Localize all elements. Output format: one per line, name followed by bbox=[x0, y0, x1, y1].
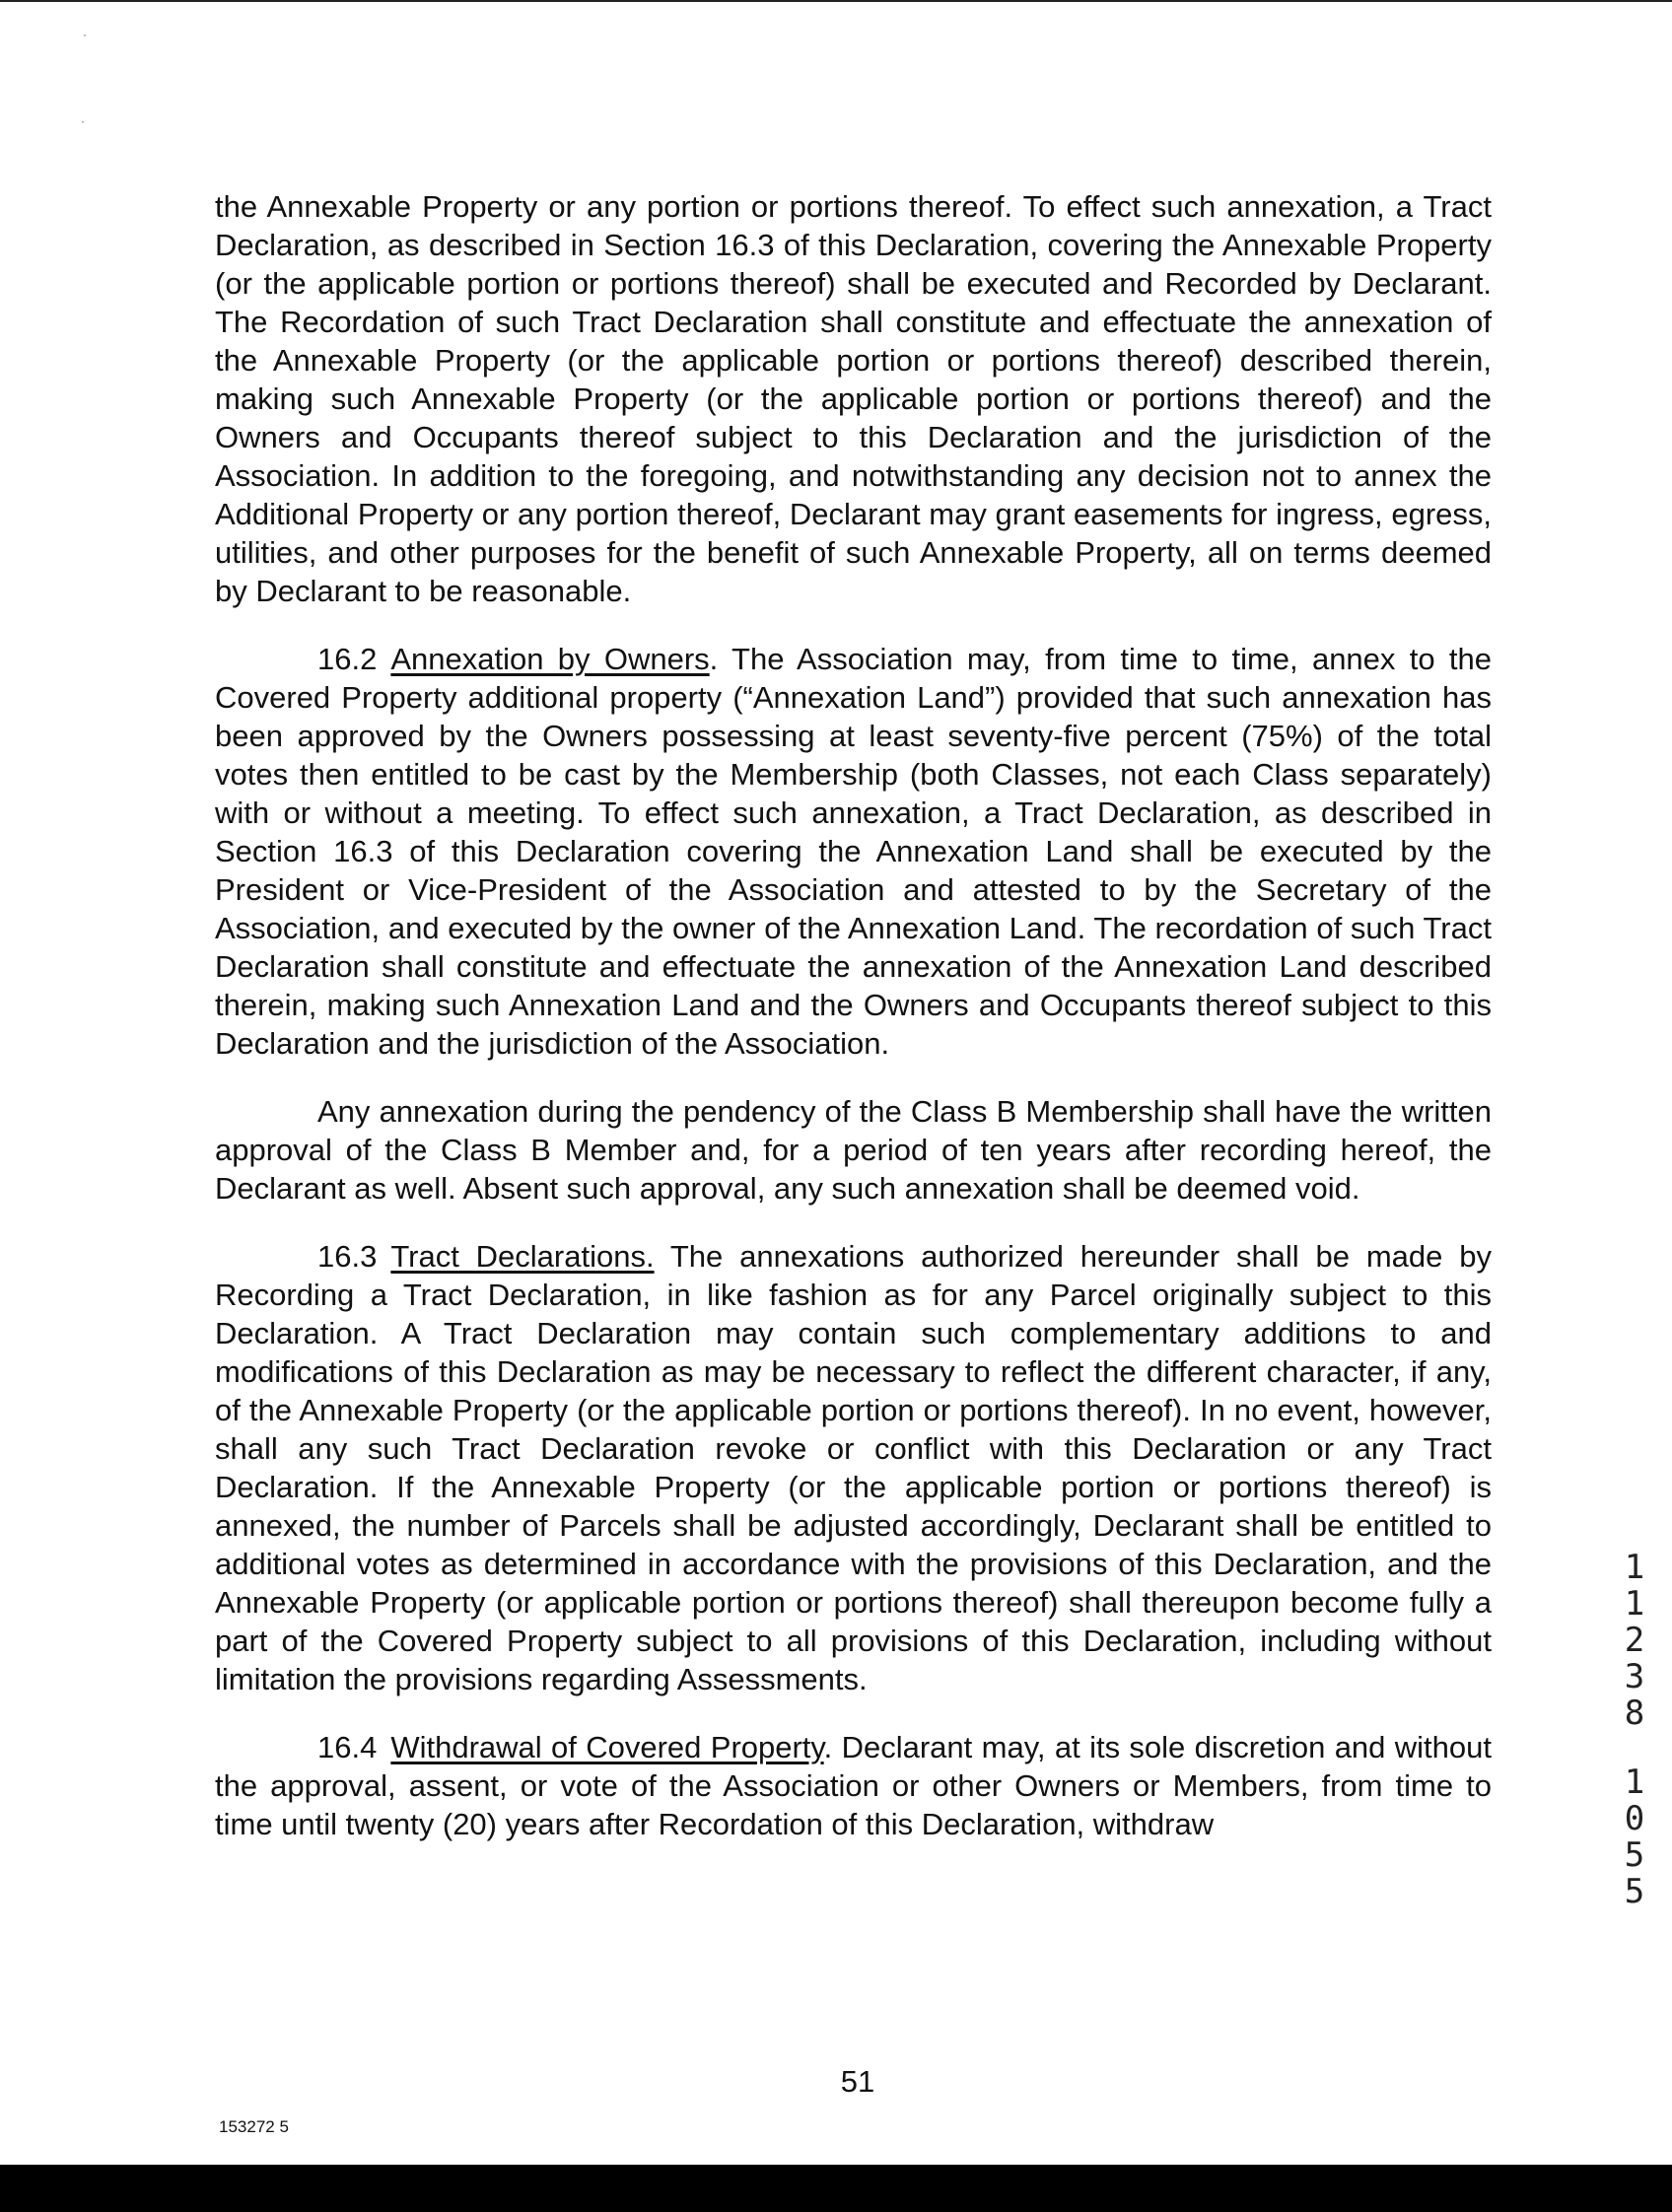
stamp-digit: 8 bbox=[1624, 1694, 1645, 1733]
recording-stamp bbox=[1613, 1550, 1656, 1910]
section-title: Annexation by Owners bbox=[390, 642, 710, 676]
scan-top-edge bbox=[0, 0, 1672, 2]
stamp-digit: 1 bbox=[1624, 1548, 1645, 1587]
section-body: . The Association may, from time to time, annex to the Covered Property additional property (“Annexation Land”) provided that such annexation has been approved by the Owners possessing at least seventy-five percent (75%) of the total votes then entitled to be cast by the Membership (both Classes, not each Class separately) with or without a meeting. To effect such annexation, a Tract Declaration, as described in Section 16.3 of this Declaration covering the Annexation Land shall be executed by the President or Vice-President of the Association and attested to by the Secretary of the Association, and executed by the owner of the Annexation Land. The recordation of such Tract Declaration shall constitute and effectuate the annexation of the Annexation Land described therein, making such Annexation Land and the Owners and Occupants thereof subject to this Declaration and the jurisdiction of the Association. bbox=[215, 642, 1492, 1061]
page-number: 51 bbox=[840, 2064, 875, 2099]
section-body: . Declarant may, at its sole discretion and without the approval, assent, or vote of the Association or other Owners or Members, from time to time until twenty (20) years after Recordation of this Declaration, withdraw bbox=[215, 1730, 1492, 1841]
scan-speck: · bbox=[81, 114, 85, 128]
section-body: The annexations authorized hereunder shall be made by Recording a Tract Declaration, in like fashion as for any Parcel originally subject to this Declaration. A Tract Declaration may contain such complementary additions to and modifications of this Declaration as may be necessary to reflect the different character, if any, of the Annexable Property (or the applicable portion or portions thereof). In no event, however, shall any such Tract Declaration revoke or conflict with this Declaration or any Tract Declaration. If the Annexable Property (or the applicable portion or portions thereof) is annexed, the number of Parcels shall be adjusted accordingly, Declarant shall be entitled to additional votes as determined in accordance with the provisions of this Declaration, and the Annexable Property (or applicable portion or portions thereof) shall thereupon become fully a part of the Covered Property subject to all provisions of this Declaration, including without limitation the provisions regarding Assessments. bbox=[215, 1239, 1492, 1696]
section-16-2 bbox=[215, 640, 1492, 1063]
stamp-digit: 1 bbox=[1624, 1763, 1645, 1802]
section-16-4 bbox=[215, 1728, 1492, 1843]
section-number: 16.3 bbox=[317, 1239, 378, 1274]
paragraph-class-b: Any annexation during the pendency of the Class B Membership shall have the written approval of the Class B Member and, for a period of ten years after recording hereof, the Declarant as well. Absent such approval, any such annexation shall be deemed void. bbox=[215, 1094, 1492, 1206]
stamp-digit: 0 bbox=[1624, 1799, 1645, 1838]
section-title: Withdrawal of Covered Property bbox=[390, 1730, 824, 1764]
stamp-digit: 5 bbox=[1624, 1872, 1645, 1911]
stamp-digit: 3 bbox=[1624, 1657, 1645, 1696]
section-number: 16.4 bbox=[317, 1730, 378, 1764]
document-id: 153272 5 bbox=[219, 2117, 289, 2136]
section-16-3 bbox=[215, 1237, 1492, 1698]
stamp-gap bbox=[1613, 1732, 1656, 1764]
paragraph-intro: the Annexable Property or any portion or portions thereof. To effect such annexation, a Tract Declaration, as described in Section 16.3 of this Declaration, covering the Annexable Property (or the applicable portion or portions thereof) shall be executed and Recorded by Declarant. The Recordation of such Tract Declaration shall constitute and effectuate the annexation of the Annexable Property (or the applicable portion or portions thereof) described therein, making such Annexable Property (or the applicable portion or portions thereof) and the Owners and Occupants thereof subject to this Declaration and the jurisdiction of the Association. In addition to the foregoing, and notwithstanding any decision not to annex the Additional Property or any portion thereof, Declarant may grant easements for ingress, egress, utilities, and other purposes for the benefit of such Annexable Property, all on terms deemed by Declarant to be reasonable. bbox=[215, 189, 1492, 608]
scan-speck: · bbox=[83, 28, 87, 41]
stamp-digit: 1 bbox=[1624, 1584, 1645, 1624]
stamp-digit: 2 bbox=[1624, 1621, 1645, 1660]
stamp-digit: 5 bbox=[1624, 1835, 1645, 1875]
document-body bbox=[215, 187, 1492, 1873]
section-title: Tract Declarations. bbox=[390, 1239, 655, 1274]
scan-bottom-edge bbox=[0, 2165, 1672, 2212]
section-number: 16.2 bbox=[317, 642, 378, 676]
